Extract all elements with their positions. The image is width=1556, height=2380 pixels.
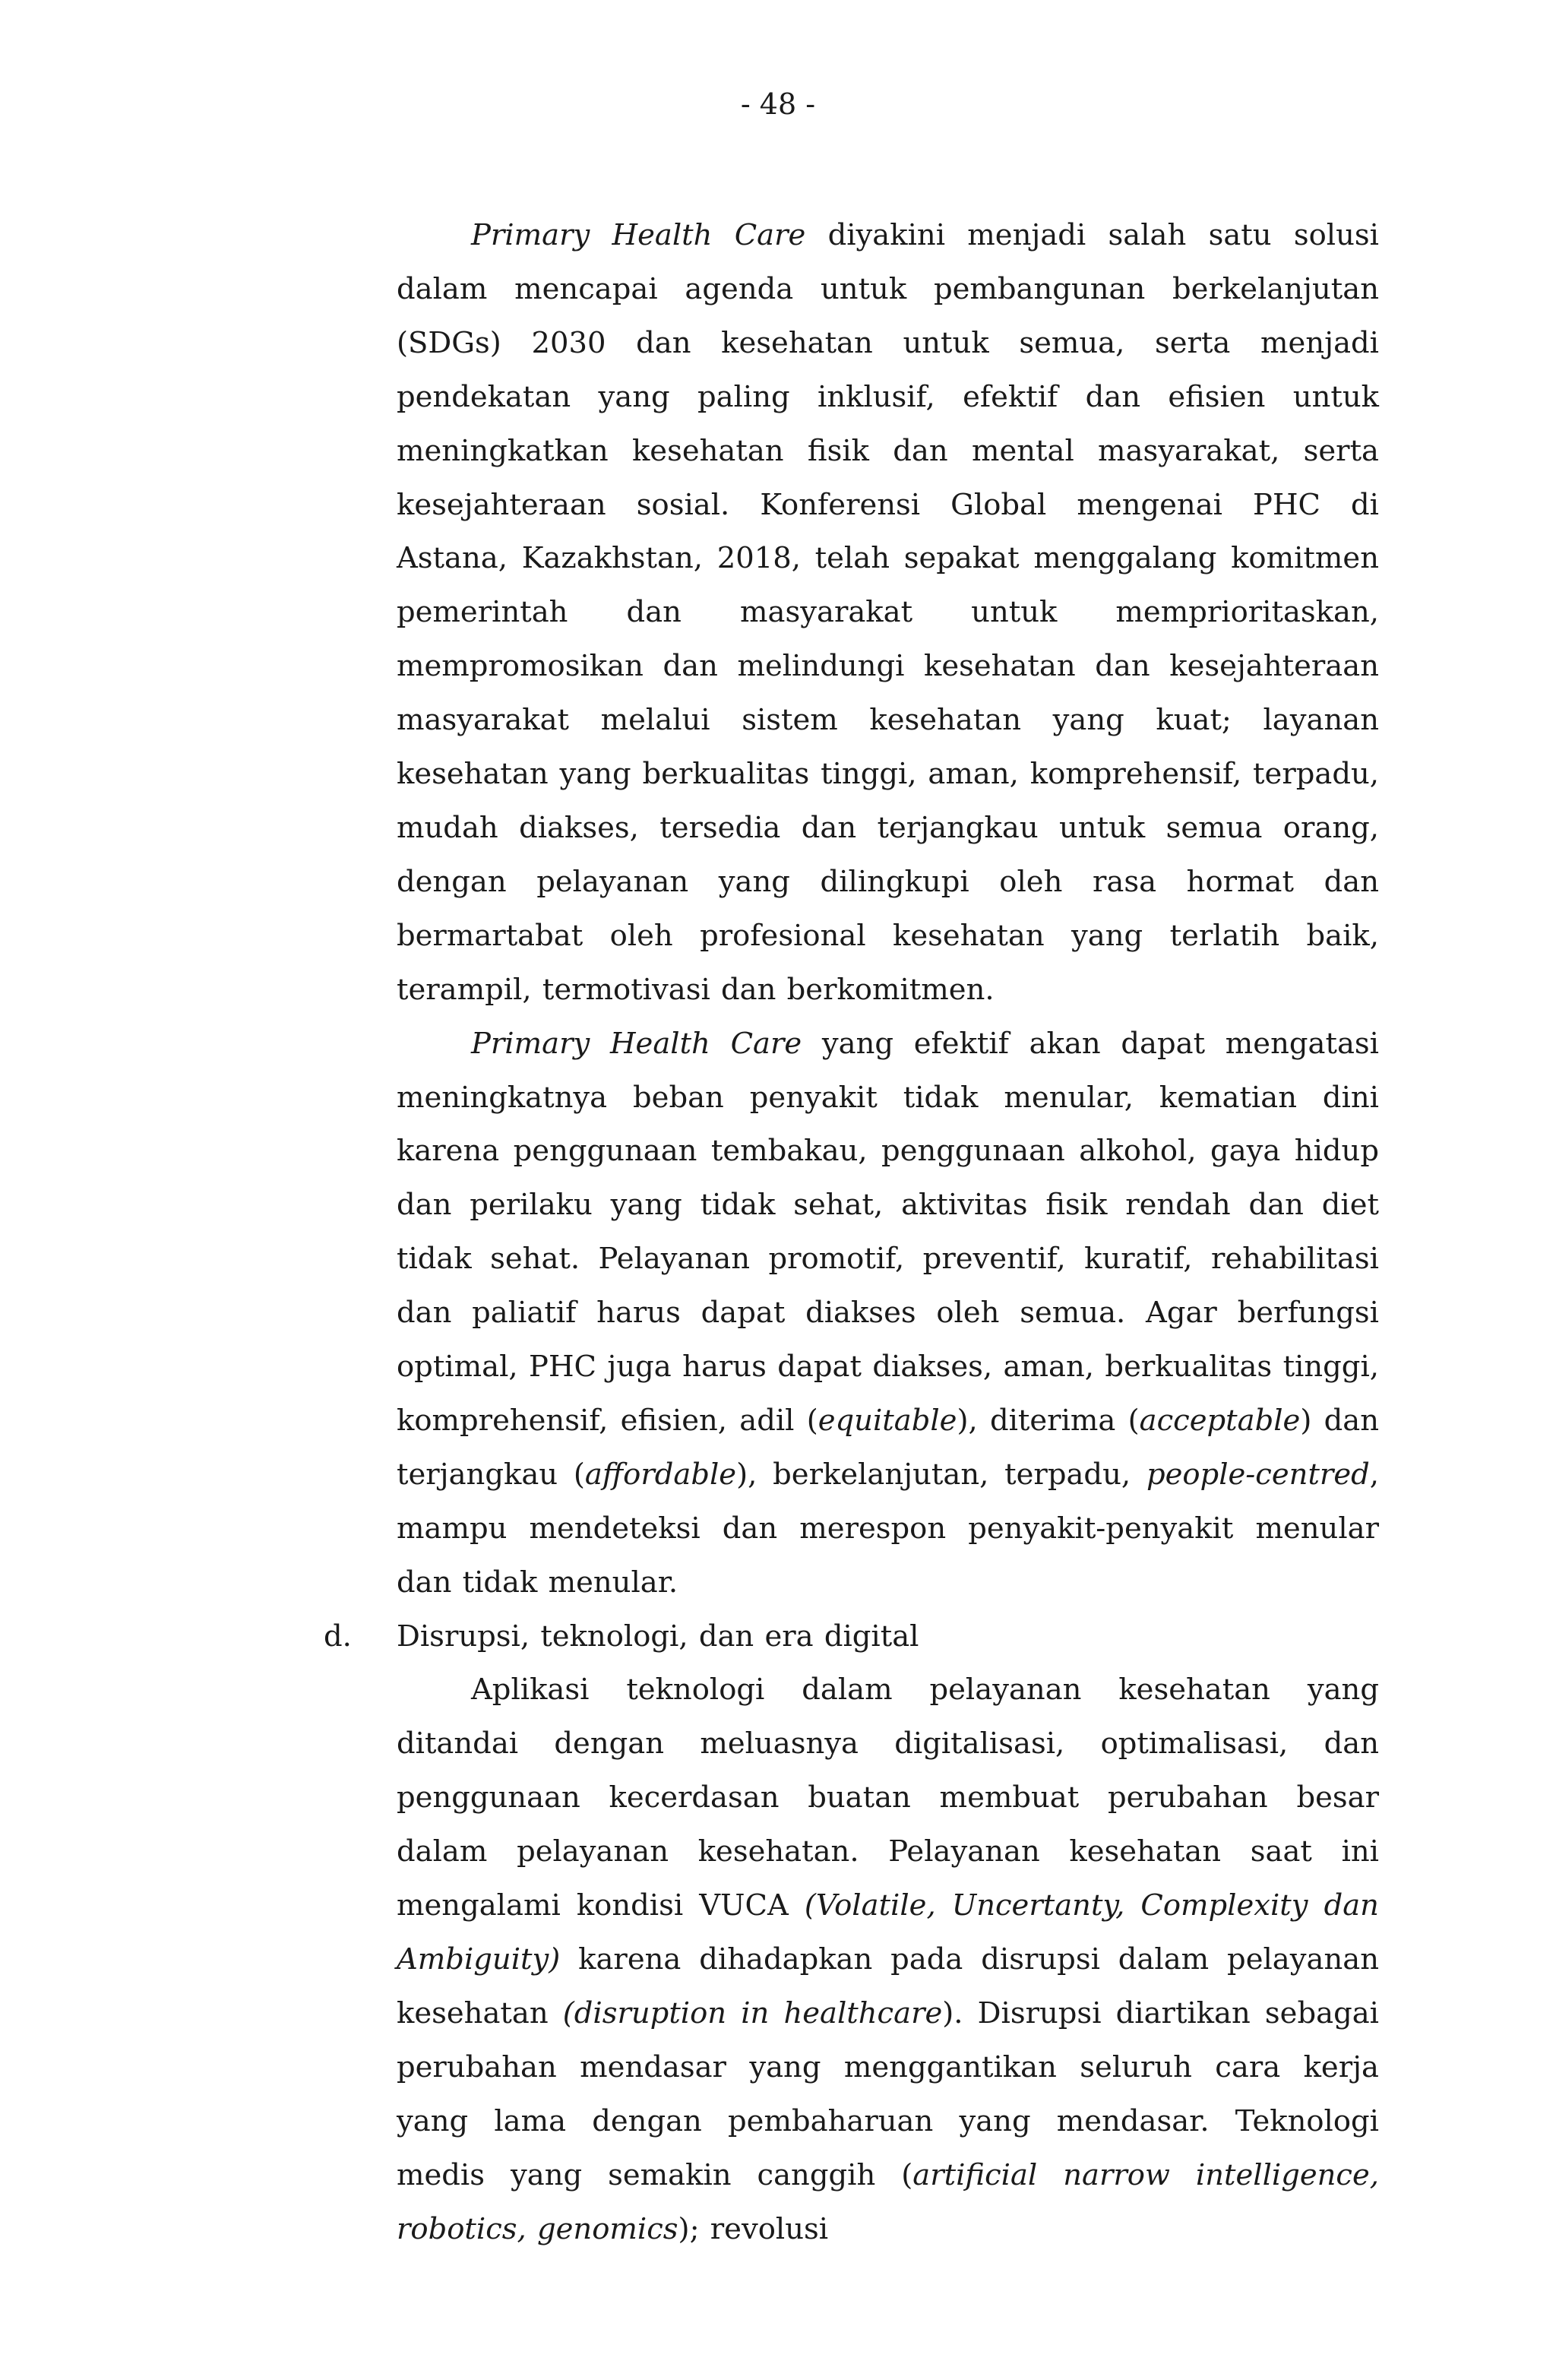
italic-term: affordable [584,1457,737,1492]
paragraph-technology-disruption [397,1663,1379,2256]
paragraph-primary-health-care-effective [397,1018,1379,1610]
page-number: - 48 - [740,87,816,121]
italic-term: artificial narrow intelligence, robotics, genomics [397,2157,1379,2246]
paragraph-text: ) dan terjangkau ( [397,1403,1379,1492]
italic-term: equitable [818,1403,957,1438]
italic-term: (disruption in healthcare [562,1995,943,2030]
paragraph-text: karena dihadapkan pada disrupsi dalam pelayanan kesehatan [397,1942,1379,2030]
paragraph-text: Aplikasi teknologi dalam pelayanan kesehatan yang ditandai dengan meluasnya digitalisasi, optimalisasi, dan penggunaan kecerdasan buatan membuat perubahan besar dalam pelayanan kesehatan. Pelayanan kesehatan saat ini mengalami kondisi VUCA [397,1673,1379,1923]
paragraph-primary-health-care-intro [397,209,1379,1018]
italic-term: (Volatile, Uncertanty, Complexity dan Ambiguity) [397,1888,1379,1976]
italic-term: people-centred [1146,1457,1370,1492]
paragraph-text: ), diterima ( [957,1403,1140,1438]
section-marker: d. [324,1619,352,1654]
paragraph-text: ); revolusi [678,2211,829,2246]
paragraph-text: , mampu mendeteksi dan merespon penyakit-penyakit menular dan tidak menular. [397,1457,1379,1600]
paragraph-text: diyakini menjadi salah satu solusi dalam mencapai agenda untuk pembangunan berkelanjutan (SDGs) 2030 dan kesehatan untuk semua, serta menjadi pendekatan yang paling inklusif, efektif dan efisien untuk meningkatkan kesehatan fisik dan mental masyarakat, serta kesejahteraan sosial. Konferensi Global mengenai PHC di Astana, Kazakhstan, 2018, telah sepakat menggalang komitmen pemerintah dan masyarakat untuk memprioritaskan, mempromosikan dan melindungi kesehatan dan kesejahteraan masyarakat melalui sistem kesehatan yang kuat; layanan kesehatan yang berkualitas tinggi, aman, komprehensif, terpadu, mudah diakses, tersedia dan terjangkau untuk semua orang, dengan pelayanan yang dilingkupi oleh rasa hormat dan bermartabat oleh profesional kesehatan yang terlatih baik, terampil, termotivasi dan berkomitmen. [397,218,1379,1007]
section-heading-d [324,1610,1379,1664]
italic-term: Primary Health Care [471,1026,802,1061]
italic-term: acceptable [1139,1403,1301,1438]
paragraph-text: yang efektif akan dapat mengatasi meningkatnya beban penyakit tidak menular, kematian dini karena penggunaan tembakau, penggunaan alkohol, gaya hidup dan perilaku yang tidak sehat, aktivitas fisik rendah dan diet tidak sehat. Pelayanan promotif, preventif, kuratif, rehabilitasi dan paliatif harus dapat diakses oleh semua. Agar berfungsi optimal, PHC juga harus dapat diakses, aman, berkualitas tinggi, komprehensif, efisien, adil ( [397,1026,1379,1438]
paragraph-text: ), berkelanjutan, terpadu, [736,1457,1146,1492]
italic-term: Primary Health Care [471,218,806,252]
document-body [324,209,1379,2256]
section-title: Disrupsi, teknologi, dan era digital [397,1619,919,1654]
paragraph-text: ). Disrupsi diartikan sebagai perubahan mendasar yang menggantikan seluruh cara kerja yang lama dengan pembaharuan yang mendasar. Teknologi medis yang semakin canggih ( [397,1995,1379,2192]
